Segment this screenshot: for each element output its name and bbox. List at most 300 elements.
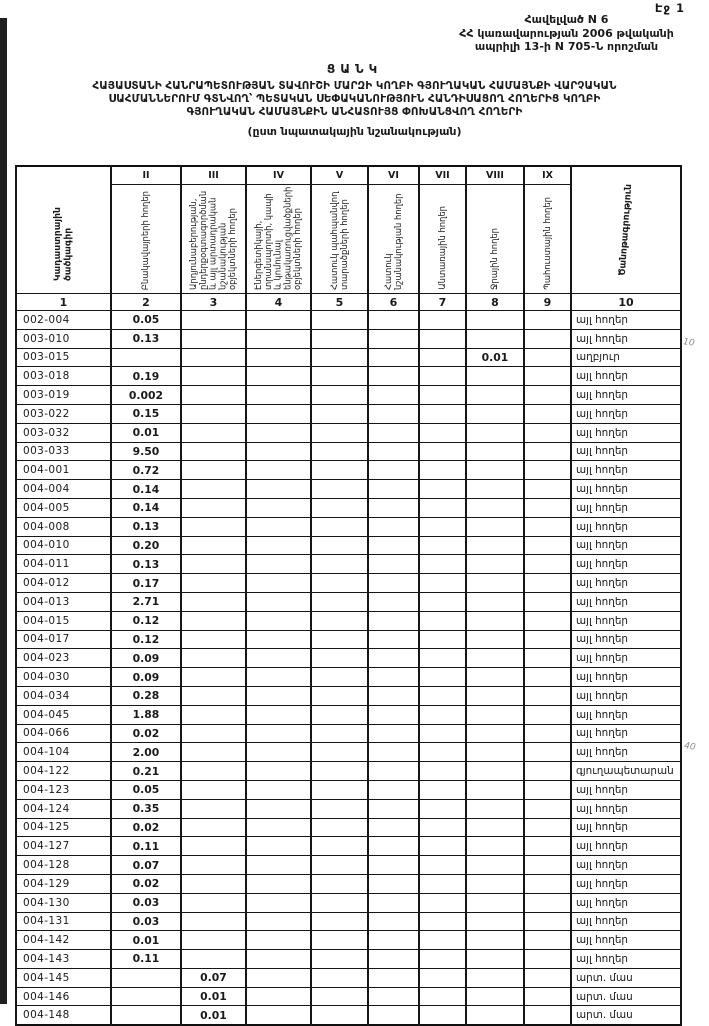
cell-area-value — [246, 1006, 311, 1025]
cell-cadastral-code: 003-010 — [16, 329, 111, 348]
cell-area-value — [419, 423, 466, 442]
cell-area-value: 0.20 — [111, 536, 181, 555]
appendix-line-2: ՀՀ կառավարության 2006 թվականի — [459, 26, 674, 40]
pencil-margin-mark-1: 10 — [682, 337, 696, 349]
cell-area-value — [368, 611, 419, 630]
cell-area-value — [466, 743, 524, 762]
cell-area-value — [466, 574, 524, 593]
cell-area-value: 0.01 — [111, 423, 181, 442]
col-header-protected-lands: Հատուկ պահպանվող տարածքների հողեր — [311, 185, 368, 294]
cell-area-value — [368, 856, 419, 875]
cell-area-value: 0.28 — [111, 686, 181, 705]
cell-area-value — [466, 968, 524, 987]
roman-IX: IX — [524, 166, 571, 185]
cell-area-value — [181, 423, 246, 442]
cell-cadastral-code: 004-034 — [16, 686, 111, 705]
cell-cadastral-code: 004-001 — [16, 461, 111, 480]
cell-area-value — [466, 442, 524, 461]
cell-area-value — [311, 480, 368, 499]
cell-area-value — [368, 893, 419, 912]
cell-area-value — [246, 874, 311, 893]
cell-area-value — [368, 837, 419, 856]
cell-note: այլ հողեր — [571, 874, 681, 893]
cell-area-value — [246, 574, 311, 593]
cell-area-value — [311, 780, 368, 799]
cell-area-value — [524, 592, 571, 611]
cell-area-value — [368, 630, 419, 649]
cell-area-value — [111, 348, 181, 367]
cell-note: այլ հողեր — [571, 517, 681, 536]
cell-area-value — [466, 705, 524, 724]
cell-area-value — [466, 536, 524, 555]
cell-area-value — [311, 611, 368, 630]
scan-edge-artifact — [0, 18, 7, 1004]
cell-area-value — [524, 912, 571, 931]
cell-area-value — [368, 311, 419, 330]
cell-cadastral-code: 004-123 — [16, 780, 111, 799]
title-line-1: ՀԱՅԱՍՏԱՆԻ ՀԱՆՐԱՊԵՏՈՒԹՅԱՆ ՏԱՎՈՒՇԻ ՄԱՐԶԻ ԿՈՂԲԻ ԳՅՈՒՂԱԿԱՆ ՀԱՄԱՅՆՔԻ ՎԱՐՉԱԿԱՆ — [92, 80, 617, 92]
cell-cadastral-code: 004-128 — [16, 856, 111, 875]
col-header-energy-transport-lands: Էներգետիկայի, տրանսպորտի, կապի և կոմունալ ենթակառուցվածքների օբյեկտների հողեր — [246, 185, 311, 294]
cell-area-value — [419, 442, 466, 461]
table-row — [16, 1006, 681, 1025]
cell-area-value — [246, 536, 311, 555]
cell-area-value — [246, 912, 311, 931]
cell-area-value — [246, 367, 311, 386]
cell-area-value — [311, 799, 368, 818]
cell-area-value: 9.50 — [111, 442, 181, 461]
cell-cadastral-code: 004-122 — [16, 762, 111, 781]
cell-area-value — [368, 649, 419, 668]
cell-note: այլ հողեր — [571, 931, 681, 950]
cell-area-value — [419, 461, 466, 480]
cell-area-value: 0.35 — [111, 799, 181, 818]
cell-area-value — [524, 367, 571, 386]
table-row — [16, 348, 681, 367]
cell-area-value — [419, 987, 466, 1006]
cell-area-value — [246, 743, 311, 762]
cell-note: արտ. մաս — [571, 1006, 681, 1025]
cell-area-value — [419, 837, 466, 856]
cell-area-value — [419, 686, 466, 705]
cell-area-value: 0.14 — [111, 498, 181, 517]
cell-area-value — [524, 386, 571, 405]
cell-area-value — [181, 931, 246, 950]
cell-area-value — [466, 762, 524, 781]
cell-area-value — [524, 311, 571, 330]
column-number-row — [16, 294, 681, 311]
roman-VII: VII — [419, 166, 466, 185]
cell-area-value — [246, 461, 311, 480]
col-number-8: 8 — [466, 294, 524, 311]
cell-area-value — [368, 480, 419, 499]
cell-area-value — [311, 968, 368, 987]
roman-III: III — [181, 166, 246, 185]
document-title-block — [0, 62, 709, 138]
cell-area-value — [368, 517, 419, 536]
cell-area-value — [368, 780, 419, 799]
col-header-cadastral-code — [16, 166, 111, 294]
cell-area-value — [466, 893, 524, 912]
cell-cadastral-code: 004-129 — [16, 874, 111, 893]
cell-area-value: 0.03 — [111, 893, 181, 912]
cell-cadastral-code: 003-033 — [16, 442, 111, 461]
cell-area-value — [419, 498, 466, 517]
table-row — [16, 630, 681, 649]
cell-area-value — [246, 649, 311, 668]
col-number-5: 5 — [311, 294, 368, 311]
cell-note: այլ հողեր — [571, 536, 681, 555]
cell-area-value — [466, 611, 524, 630]
cell-note: արտ. մաս — [571, 968, 681, 987]
table-row — [16, 442, 681, 461]
cell-area-value: 0.07 — [181, 968, 246, 987]
appendix-reference — [430, 13, 703, 54]
table-row — [16, 498, 681, 517]
cell-area-value: 2.71 — [111, 592, 181, 611]
cell-area-value — [181, 404, 246, 423]
table-row — [16, 780, 681, 799]
cell-area-value — [311, 724, 368, 743]
cell-area-value — [311, 311, 368, 330]
table-row — [16, 517, 681, 536]
cell-area-value — [466, 950, 524, 969]
cell-area-value — [311, 818, 368, 837]
table-row — [16, 912, 681, 931]
cell-note: այլ հողեր — [571, 386, 681, 405]
cell-area-value: 0.02 — [111, 818, 181, 837]
cell-area-value: 0.72 — [111, 461, 181, 480]
title-line-3: ԳՅՈՒՂԱԿԱՆ ՀԱՄԱՅՆՔԻՆ ԱՆՀԱՏՈՒՅՑ ՓՈԽԱՆՑՎՈՂ ՀՈՂԵՐԻ — [186, 106, 523, 118]
cell-cadastral-code: 003-022 — [16, 404, 111, 423]
table-row — [16, 950, 681, 969]
cell-area-value — [419, 592, 466, 611]
cell-cadastral-code: 003-032 — [16, 423, 111, 442]
cell-area-value — [311, 592, 368, 611]
table-row — [16, 386, 681, 405]
cell-area-value — [311, 517, 368, 536]
cell-area-value — [181, 649, 246, 668]
cell-area-value — [368, 404, 419, 423]
cell-area-value: 1.88 — [111, 705, 181, 724]
table-row — [16, 743, 681, 762]
cell-area-value — [311, 912, 368, 931]
cell-area-value — [311, 442, 368, 461]
cell-area-value: 0.01 — [111, 931, 181, 950]
cell-area-value — [524, 611, 571, 630]
cell-area-value: 0.03 — [111, 912, 181, 931]
table-row — [16, 555, 681, 574]
cell-note: այլ հողեր — [571, 649, 681, 668]
cell-note: այլ հողեր — [571, 423, 681, 442]
table-row — [16, 649, 681, 668]
cell-note: այլ հողեր — [571, 705, 681, 724]
cell-area-value — [181, 498, 246, 517]
cell-cadastral-code: 004-125 — [16, 818, 111, 837]
cell-area-value — [181, 592, 246, 611]
cell-area-value — [419, 1006, 466, 1025]
cell-area-value — [181, 311, 246, 330]
roman-VI: VI — [368, 166, 419, 185]
cell-area-value: 0.13 — [111, 329, 181, 348]
cell-area-value — [466, 724, 524, 743]
cell-area-value — [466, 818, 524, 837]
cell-area-value — [466, 498, 524, 517]
pencil-margin-mark-2: 40 — [683, 741, 697, 753]
cell-note: այլ հողեր — [571, 480, 681, 499]
cell-area-value — [111, 987, 181, 1006]
cell-area-value — [181, 818, 246, 837]
cell-area-value — [311, 837, 368, 856]
cell-cadastral-code: 004-004 — [16, 480, 111, 499]
cell-area-value: 0.09 — [111, 649, 181, 668]
cell-area-value — [419, 799, 466, 818]
cell-area-value — [311, 536, 368, 555]
cell-area-value — [466, 856, 524, 875]
cell-area-value — [368, 799, 419, 818]
cell-area-value — [524, 762, 571, 781]
cell-area-value: 0.15 — [111, 404, 181, 423]
cell-area-value — [181, 780, 246, 799]
cell-area-value — [246, 931, 311, 950]
table-row — [16, 931, 681, 950]
table-row — [16, 329, 681, 348]
cell-area-value: 0.21 — [111, 762, 181, 781]
cell-area-value — [368, 555, 419, 574]
cell-cadastral-code: 003-015 — [16, 348, 111, 367]
cell-area-value — [368, 668, 419, 687]
cell-area-value — [466, 367, 524, 386]
col-number-10: 10 — [571, 294, 681, 311]
cell-area-value — [419, 893, 466, 912]
cell-area-value — [246, 987, 311, 1006]
cell-area-value — [246, 762, 311, 781]
cell-area-value — [246, 311, 311, 330]
col-number-4: 4 — [246, 294, 311, 311]
cell-area-value — [368, 968, 419, 987]
cell-area-value — [311, 348, 368, 367]
cell-area-value: 0.07 — [111, 856, 181, 875]
cell-area-value — [524, 874, 571, 893]
cell-area-value — [466, 668, 524, 687]
cell-cadastral-code: 004-015 — [16, 611, 111, 630]
cell-area-value — [246, 442, 311, 461]
table-row — [16, 762, 681, 781]
cell-area-value — [181, 912, 246, 931]
cell-area-value — [524, 574, 571, 593]
cell-area-value — [181, 856, 246, 875]
cell-area-value — [181, 705, 246, 724]
cell-area-value — [368, 536, 419, 555]
cell-area-value — [181, 367, 246, 386]
cell-area-value — [311, 1006, 368, 1025]
appendix-line-3: ապրիլի 13-ի N 705-Ն որոշման — [474, 40, 659, 53]
cell-area-value — [368, 705, 419, 724]
cell-area-value — [368, 818, 419, 837]
cell-cadastral-code: 002-004 — [16, 311, 111, 330]
cell-note: այլ հողեր — [571, 743, 681, 762]
cell-area-value — [419, 386, 466, 405]
cell-area-value — [419, 743, 466, 762]
cell-area-value — [524, 893, 571, 912]
cell-area-value — [524, 630, 571, 649]
cell-area-value — [419, 762, 466, 781]
cell-area-value — [419, 818, 466, 837]
table-row — [16, 818, 681, 837]
cell-area-value — [524, 480, 571, 499]
appendix-line-1: Հավելված N 6 — [524, 13, 609, 26]
cell-area-value — [181, 611, 246, 630]
cell-note: այլ հողեր — [571, 818, 681, 837]
cell-cadastral-code: 004-045 — [16, 705, 111, 724]
col-header-settlement-lands: Բնակավայրերի հողեր — [111, 185, 181, 294]
col-number-6: 6 — [368, 294, 419, 311]
cell-area-value: 2.00 — [111, 743, 181, 762]
cell-area-value — [246, 818, 311, 837]
cell-area-value — [419, 724, 466, 743]
cell-cadastral-code: 004-131 — [16, 912, 111, 931]
cell-area-value — [466, 686, 524, 705]
page-number: Էջ 1 — [654, 1, 685, 15]
table-row — [16, 724, 681, 743]
table-row — [16, 367, 681, 386]
table-row — [16, 574, 681, 593]
cell-area-value: 0.19 — [111, 367, 181, 386]
cell-area-value — [311, 668, 368, 687]
table-body — [16, 311, 681, 1026]
cell-area-value — [311, 574, 368, 593]
cell-note: այլ հողեր — [571, 442, 681, 461]
cell-area-value — [368, 950, 419, 969]
table-row — [16, 799, 681, 818]
cell-area-value: 0.01 — [181, 1006, 246, 1025]
cell-area-value — [466, 329, 524, 348]
cadastral-code-label: Կադաստրային ծածկագիր — [51, 207, 74, 281]
cell-area-value — [181, 837, 246, 856]
col-number-7: 7 — [419, 294, 466, 311]
cell-area-value — [466, 592, 524, 611]
cell-area-value — [181, 893, 246, 912]
cell-area-value — [419, 931, 466, 950]
table-row — [16, 893, 681, 912]
cell-area-value — [368, 931, 419, 950]
cell-area-value — [466, 517, 524, 536]
cell-area-value — [246, 498, 311, 517]
cell-cadastral-code: 004-017 — [16, 630, 111, 649]
table-row — [16, 611, 681, 630]
cell-area-value — [368, 743, 419, 762]
cell-area-value — [419, 480, 466, 499]
roman-VIII: VIII — [466, 166, 524, 185]
cell-area-value — [246, 611, 311, 630]
cell-area-value — [524, 329, 571, 348]
cell-cadastral-code: 004-124 — [16, 799, 111, 818]
cell-area-value — [419, 950, 466, 969]
cell-area-value — [524, 517, 571, 536]
cell-area-value — [524, 461, 571, 480]
cell-area-value — [246, 856, 311, 875]
cell-area-value: 0.14 — [111, 480, 181, 499]
col-number-1: 1 — [16, 294, 111, 311]
cell-area-value — [181, 555, 246, 574]
cell-area-value — [246, 555, 311, 574]
cell-cadastral-code: 004-145 — [16, 968, 111, 987]
cell-area-value — [368, 348, 419, 367]
cell-area-value — [246, 592, 311, 611]
cell-area-value — [466, 555, 524, 574]
cell-area-value — [246, 329, 311, 348]
cell-note: այլ հողեր — [571, 668, 681, 687]
table-row — [16, 592, 681, 611]
cell-area-value — [524, 423, 571, 442]
cell-cadastral-code: 004-010 — [16, 536, 111, 555]
cell-area-value — [466, 912, 524, 931]
cell-area-value — [419, 611, 466, 630]
cell-area-value — [311, 762, 368, 781]
cell-note: այլ հողեր — [571, 311, 681, 330]
cell-area-value — [311, 329, 368, 348]
cell-area-value — [311, 404, 368, 423]
cell-note: այլ հողեր — [571, 555, 681, 574]
cell-cadastral-code: 004-012 — [16, 574, 111, 593]
cell-area-value — [368, 423, 419, 442]
cell-area-value — [466, 649, 524, 668]
cell-area-value — [419, 668, 466, 687]
cell-area-value — [246, 517, 311, 536]
table-row — [16, 856, 681, 875]
cell-area-value — [466, 461, 524, 480]
cell-area-value: 0.11 — [111, 837, 181, 856]
cell-area-value — [419, 517, 466, 536]
cell-note: այլ հողեր — [571, 367, 681, 386]
cell-cadastral-code: 004-008 — [16, 517, 111, 536]
cell-area-value — [311, 555, 368, 574]
land-parcels-table — [15, 165, 682, 1026]
cell-area-value — [311, 987, 368, 1006]
cell-area-value: 0.09 — [111, 668, 181, 687]
cell-area-value — [246, 404, 311, 423]
col-number-3: 3 — [181, 294, 246, 311]
cell-area-value — [246, 950, 311, 969]
cell-area-value — [111, 1006, 181, 1025]
cell-area-value — [246, 780, 311, 799]
note-column-label: Ծանոթագրություն — [616, 183, 634, 277]
cell-area-value — [419, 874, 466, 893]
cell-area-value — [246, 705, 311, 724]
cell-area-value — [368, 386, 419, 405]
table-row — [16, 874, 681, 893]
cell-area-value: 0.02 — [111, 724, 181, 743]
cell-area-value — [181, 461, 246, 480]
cell-area-value — [246, 480, 311, 499]
col-header-note — [571, 166, 681, 294]
cell-area-value — [311, 423, 368, 442]
cell-area-value: 0.01 — [181, 987, 246, 1006]
cell-area-value — [181, 574, 246, 593]
cell-area-value — [524, 442, 571, 461]
cell-note: այլ հողեր — [571, 837, 681, 856]
cell-note: այլ հողեր — [571, 498, 681, 517]
cell-area-value — [368, 574, 419, 593]
cell-area-value: 0.002 — [111, 386, 181, 405]
cell-note: այլ հողեր — [571, 799, 681, 818]
cell-area-value — [368, 442, 419, 461]
cell-area-value — [524, 743, 571, 762]
cell-area-value — [524, 348, 571, 367]
cell-area-value — [466, 311, 524, 330]
col-header-industrial-lands: Արդյունաբերության, ընդերքօգտագործման և այլ արտադրական նշանակության օբյեկտների հողեր — [181, 185, 246, 294]
cell-area-value — [368, 874, 419, 893]
